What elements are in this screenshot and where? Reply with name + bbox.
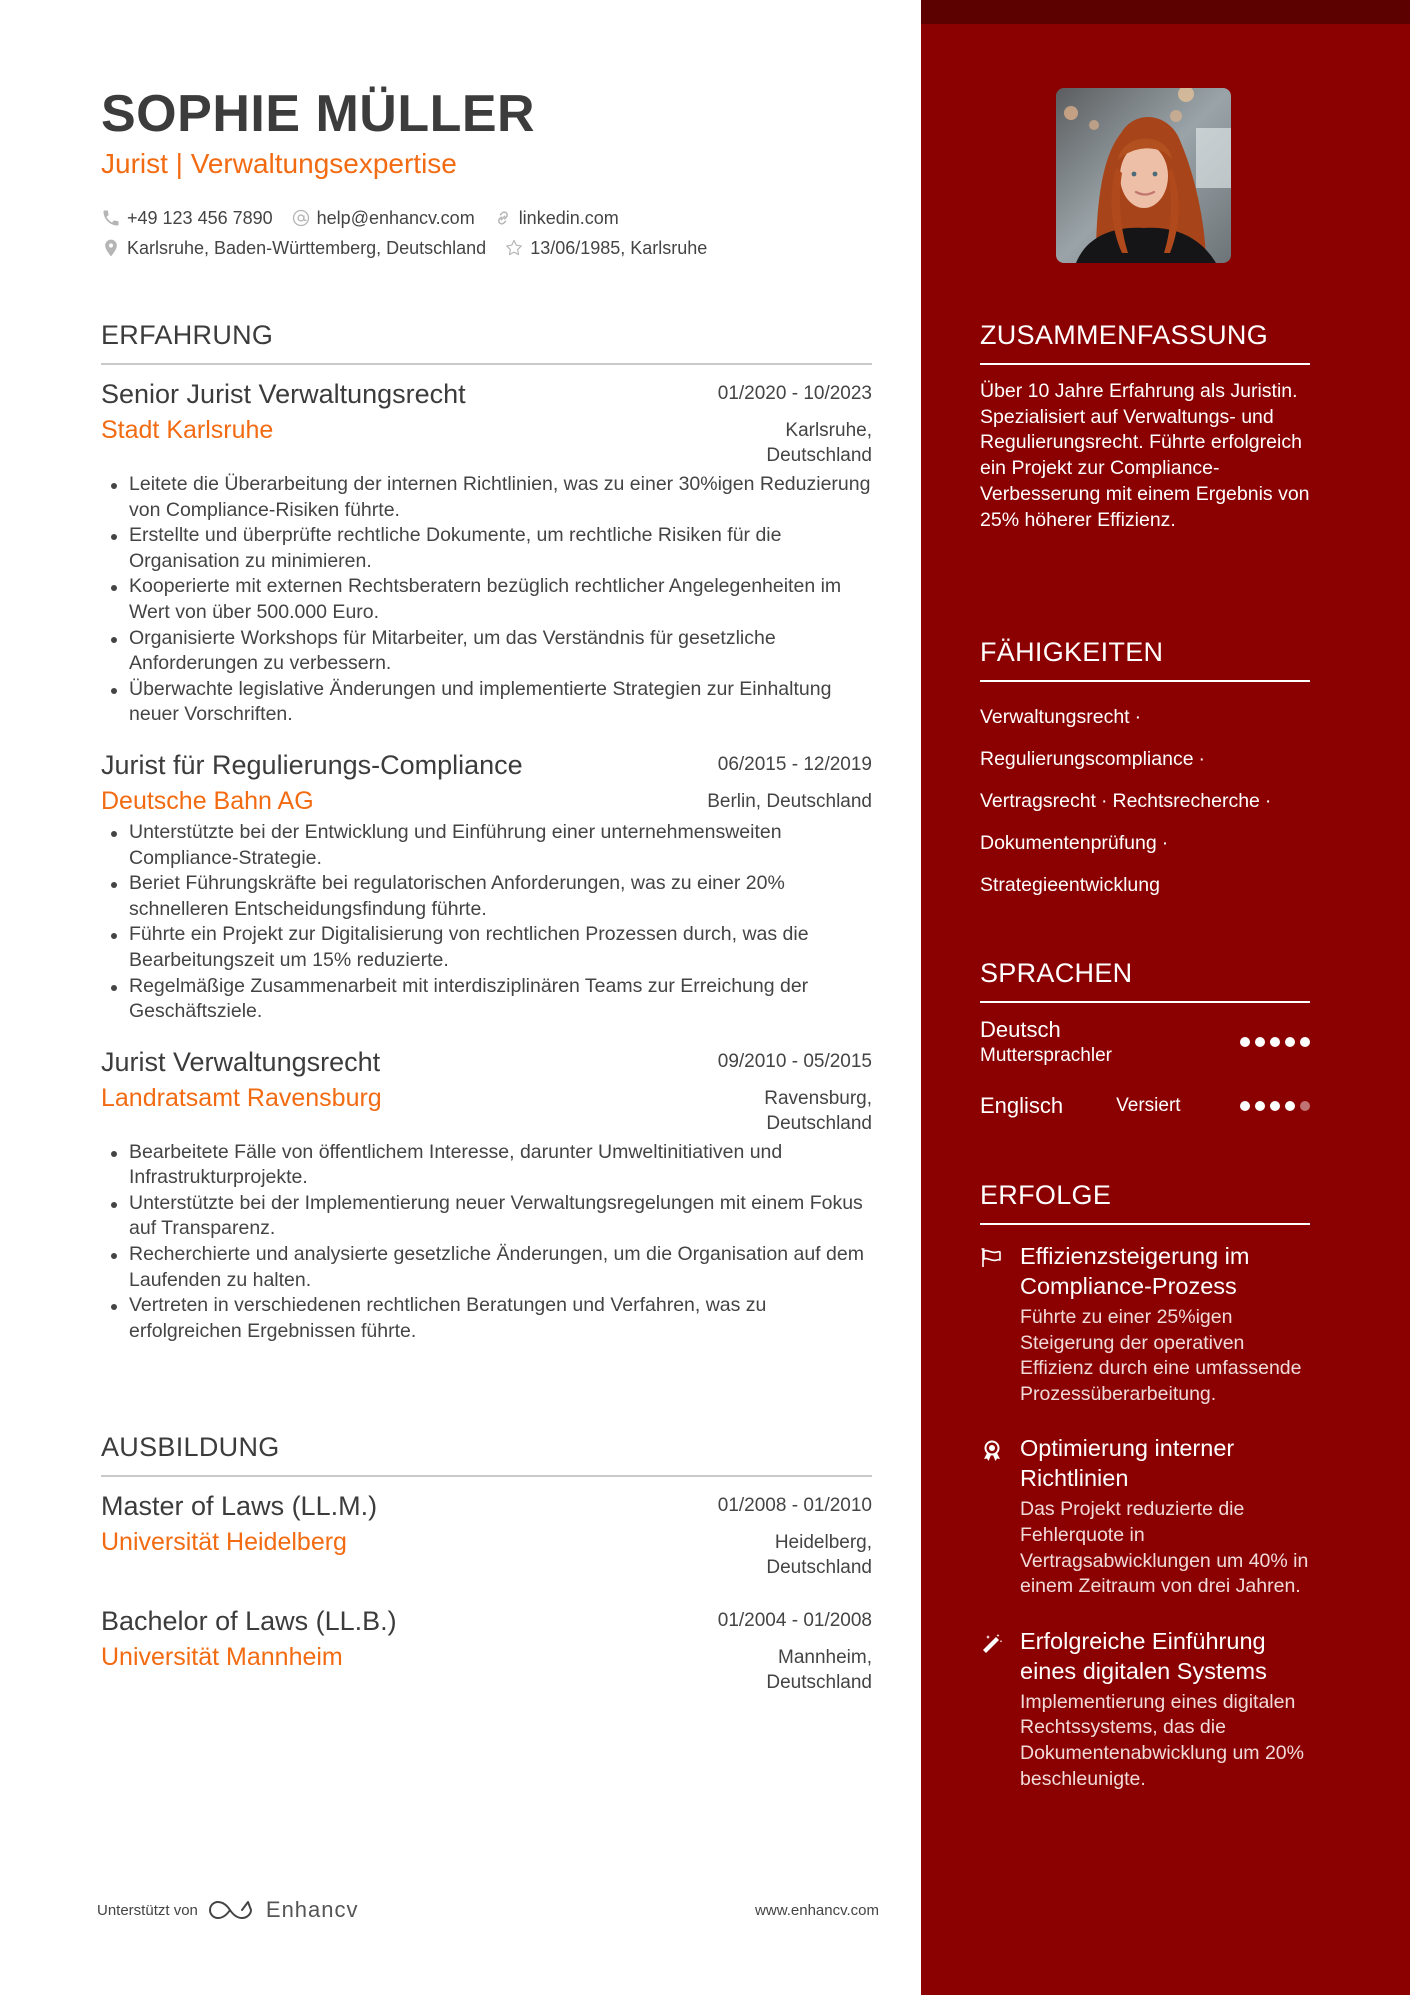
job-title: Senior Jurist Verwaltungsrecht [101,379,466,409]
job-bullet: Überwachte legislative Änderungen und implementierte Strategien zur Einhaltung neuer Vorschriften. [101,677,872,728]
link-icon [493,208,513,228]
footer-url[interactable]: www.enhancv.com [755,1901,879,1919]
language-item [980,1017,1310,1067]
rating-dot-empty [1300,1101,1310,1111]
language-rating [1240,1101,1310,1111]
job-dates: 09/2010 - 05/2015 [717,1050,872,1072]
contact-phone [101,208,273,229]
job-bullet: Führte ein Projekt zur Digitalisierung von rechtlichen Prozessen durch, was die Bearbeitungszeit um 15% reduzierte. [101,922,872,973]
job-location-line: Deutschland [766,445,872,466]
contact-row [101,233,872,263]
job-bullet: Bearbeitete Fälle von öffentlichem Interesse, darunter Umweltinitiativen und Infrastrukturprojekte. [101,1140,872,1191]
language-name: Deutsch [980,1017,1061,1042]
education-location-line: Deutschland [766,1557,872,1578]
job-bullet: Unterstützte bei der Entwicklung und Einführung einer unternehmensweiten Compliance-Strategie. [101,820,872,871]
job-location [766,416,872,468]
job-company: Landratsamt Ravensburg [101,1083,382,1112]
section-divider [101,363,872,365]
skill-tag: Regulierungscompliance [980,748,1194,770]
job-title: Jurist Verwaltungsrecht [101,1046,381,1077]
skill-separator: · [1198,748,1206,770]
rating-dot-filled [1240,1101,1250,1111]
rating-dot-filled [1285,1037,1295,1047]
sidebar-top-strip [921,0,1410,24]
contact-birth [504,238,707,259]
degree-title: Bachelor of Laws (LL.B.) [101,1606,397,1636]
skills-section [980,637,1310,906]
education-location-line: Heidelberg, [774,1532,872,1553]
section-title-skills: FÄHIGKEITEN [980,637,1164,667]
contact-location [101,238,486,259]
job-location [764,1084,872,1136]
sidebar [921,0,1410,1995]
achievement-description: Das Projekt reduzierte die Fehlerquote in Vertragsabwicklungen um 40% in einem Zeitraum von drei Jahren. [1020,1498,1309,1598]
contact-email[interactable] [291,208,475,229]
summary-section [980,320,1310,533]
education-location-line: Mannheim, [778,1647,872,1668]
job-bullets [101,820,872,1025]
powered-by-label: Unterstützt von [97,1901,198,1919]
enhancv-logo-icon [208,1898,256,1922]
skill-tag: Verwaltungsrecht [980,706,1130,728]
at-icon [291,208,311,228]
job-bullet: Vertreten in verschiedenen rechtlichen Beratungen und Verfahren, was zu erfolgreichen Ergebnissen führte. [101,1293,872,1344]
job-bullet: Leitete die Überarbeitung der internen Richtlinien, was zu einer 30%igen Reduzierung von Compliance-Risiken führte. [101,472,872,523]
job-company: Deutsche Bahn AG [101,786,314,815]
job-dates: 06/2015 - 12/2019 [717,753,872,775]
section-title-achievements: ERFOLGE [980,1180,1112,1210]
profile-photo [1056,88,1231,263]
education-entry [101,1491,872,1580]
phone-icon [101,208,121,228]
education-location [766,1643,872,1695]
skill-tag: Rechtsrecherche [1112,790,1260,812]
job-entry [101,750,872,1025]
skill-separator: · [1161,832,1169,854]
rating-dot-filled [1270,1101,1280,1111]
skill-separator: · [1134,706,1142,728]
section-title-summary: ZUSAMMENFASSUNG [980,320,1269,350]
job-location-line: Karlsruhe, [785,420,872,441]
map-pin-icon [101,238,121,258]
job-bullet: Beriet Führungskräfte bei regulatorischen Anforderungen, was zu einer 20% schnelleren Entscheidungsfindung führte. [101,871,872,922]
job-location-line: Berlin, Deutschland [707,790,872,812]
achievements-section [980,1180,1310,1792]
language-level: Muttersprachler [980,1045,1112,1066]
candidate-headline: Jurist | Verwaltungsexpertise [101,148,457,179]
job-entry [101,379,872,728]
award-icon [980,1439,1004,1463]
section-divider [980,363,1310,365]
star-icon [504,238,524,258]
rating-dot-filled [1285,1101,1295,1111]
rating-dot-filled [1270,1037,1280,1047]
achievement-item [980,1626,1310,1792]
achievement-title: Effizienzsteigerung im Compliance-Prozess [1020,1243,1250,1299]
school-name: Universität Mannheim [101,1643,343,1671]
achievement-title: Optimierung interner Richtlinien [1020,1435,1235,1492]
job-bullet: Recherchierte und analysierte gesetzliche Änderungen, um die Organisation auf dem Laufenden zu halten. [101,1242,872,1293]
skill-tag: Strategieentwicklung [980,874,1160,896]
skills-list [980,696,1310,906]
flag-icon [980,1247,1006,1269]
footer [97,1897,879,1923]
section-divider [980,680,1310,682]
summary-text: Über 10 Jahre Erfahrung als Juristin. Spezialisiert auf Verwaltungs- und Regulierungsrecht. Führte erfolgreich ein Projekt zur Compliance-Verbesserung mit einem Ergebnis von 25% höherer Effizienz. [980,380,1310,531]
education-dates: 01/2004 - 01/2008 [717,1610,872,1631]
achievement-title: Erfolgreiche Einführung eines digitalen Systems [1020,1627,1267,1684]
job-location-line: Ravensburg, [764,1087,872,1109]
job-entry [101,1047,872,1345]
rating-dot-filled [1255,1101,1265,1111]
section-title-experience: ERFAHRUNG [101,320,274,350]
skill-separator: · [1264,790,1272,812]
job-bullets [101,1140,872,1345]
powered-by [97,1897,359,1923]
rating-dot-filled [1255,1037,1265,1047]
job-location [707,787,872,814]
candidate-name: SOPHIE MÜLLER [101,85,536,143]
brand-name: Enhancv [265,1897,359,1922]
section-title-education: AUSBILDUNG [101,1432,280,1462]
achievement-description: Führte zu einer 25%igen Steigerung der operativen Effizienz durch eine umfassende Prozessüberarbeitung. [1020,1306,1302,1405]
skill-tag: Dokumentenprüfung [980,832,1157,854]
skill-tag: Vertragsrecht [980,790,1096,812]
job-bullet: Erstellte und überprüfte rechtliche Dokumente, um rechtliche Risiken für die Organisation zu minimieren. [101,523,872,574]
education-section [101,1432,872,1695]
contact-website[interactable] [493,208,619,229]
education-dates: 01/2008 - 01/2010 [717,1495,872,1516]
job-dates: 01/2020 - 10/2023 [717,383,872,404]
achievement-description: Implementierung eines digitalen Rechtssystems, das die Dokumentenabwicklung um 20% beschleunigte. [1020,1690,1304,1790]
language-level: Versiert [1116,1095,1181,1116]
profile-photo-image [1056,88,1231,263]
job-bullet: Kooperierte mit externen Rechtsberatern bezüglich rechtlicher Angelegenheiten im Wert von über 500.000 Euro. [101,574,872,625]
section-title-languages: SPRACHEN [980,958,1133,988]
job-bullet: Organisierte Workshops für Mitarbeiter, um das Verständnis für gesetzliche Anforderungen zu verbessern. [101,626,872,677]
experience-section [101,320,872,1344]
languages-section [980,958,1310,1119]
job-location-line: Deutschland [766,1112,872,1134]
job-title: Jurist für Regulierungs-Compliance [101,749,523,780]
education-location [766,1528,872,1580]
achievement-item [980,1241,1310,1407]
degree-title: Master of Laws (LL.M.) [101,1491,378,1521]
email-address[interactable]: help@enhancv.com [316,207,475,228]
job-company: Stadt Karlsruhe [101,416,274,444]
section-divider [980,1001,1310,1003]
contact-info [101,203,872,263]
language-name: Englisch [980,1093,1064,1118]
rating-dot-filled [1300,1037,1310,1047]
job-bullet: Unterstützte bei der Implementierung neuer Verwaltungsregelungen mit einem Fokus auf Transparenz. [101,1191,872,1242]
magic-wand-icon [980,1632,1004,1656]
section-divider [101,1475,872,1477]
language-rating [1240,1037,1310,1047]
phone-number: +49 123 456 7890 [127,207,273,228]
job-bullets [101,472,872,728]
skill-separator: · [1100,790,1108,812]
achievement-item [980,1433,1310,1599]
location-text: Karlsruhe, Baden-Württemberg, Deutschland [127,237,487,258]
contact-row [101,203,872,233]
education-location-line: Deutschland [766,1672,872,1693]
school-name: Universität Heidelberg [101,1528,347,1556]
job-bullet: Regelmäßige Zusammenarbeit mit interdisziplinären Teams zur Erreichung der Geschäftsziele. [101,974,872,1025]
language-item [980,1093,1310,1119]
website-link[interactable]: linkedin.com [518,207,619,228]
birth-text: 13/06/1985, Karlsruhe [530,237,708,258]
education-entry [101,1606,872,1695]
section-divider [980,1223,1310,1225]
rating-dot-filled [1240,1037,1250,1047]
